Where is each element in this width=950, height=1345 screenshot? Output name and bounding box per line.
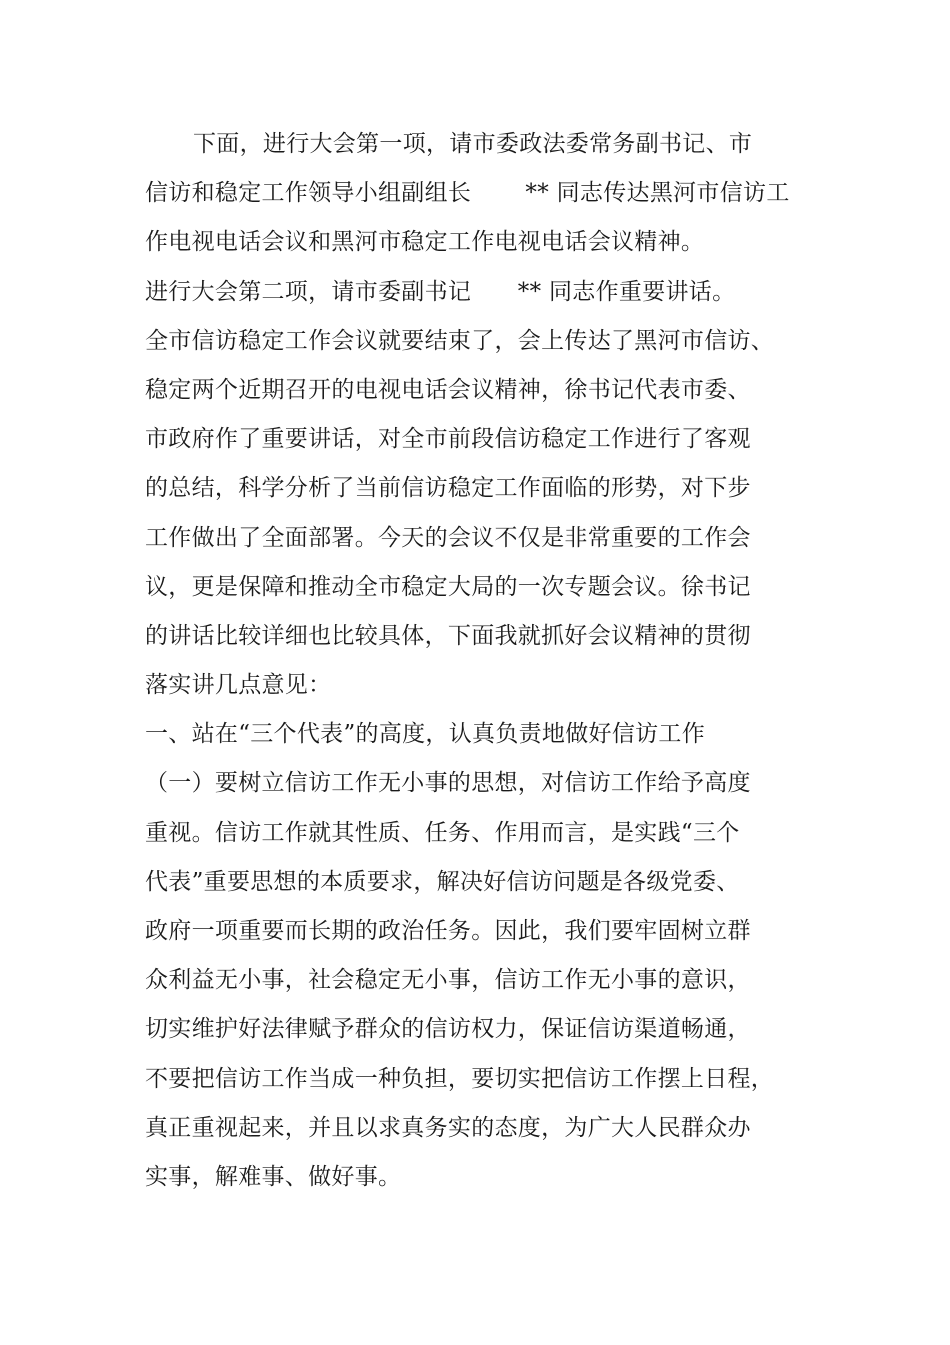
text-line: 工作做出了全面部署。今天的会议不仅是非常重要的工作会 [145, 524, 751, 551]
subsection-heading: （一）要树立信访工作无小事的思想，对信访工作给予高度 [145, 770, 751, 797]
text-line: 切实维护好法律赋予群众的信访权力，保证信访渠道畅通， [145, 1016, 751, 1043]
text-line: 代表”重要思想的本质要求，解决好信访问题是各级党委、 [145, 868, 740, 895]
text-line: 稳定两个近期召开的电视电话会议精神，徐书记代表市委、 [145, 376, 751, 403]
text-line: 信访和稳定工作领导小组副组长 ** 同志传达黑河市信访工 [145, 180, 790, 207]
text-line: 全市信访稳定工作会议就要结束了，会上传达了黑河市信访、 [145, 327, 775, 354]
text-line: 实事，解难事、做好事。 [145, 1163, 402, 1190]
text-line: 重视。信访工作就其性质、任务、作用而言，是实践“三个 [145, 819, 740, 846]
text-line: 不要把信访工作当成一种负担，要切实把信访工作摆上日程， [145, 1065, 775, 1092]
text-line: 的总结，科学分析了当前信访稳定工作面临的形势，对下步 [145, 475, 751, 502]
text-line: 作电视电话会议和黑河市稳定工作电视电话会议精神。 [145, 229, 705, 256]
text-line: 的讲话比较详细也比较具体，下面我就抓好会议精神的贯彻 [145, 622, 751, 649]
section-heading: 一、站在“三个代表”的高度，认真负责地做好信访工作 [145, 721, 706, 748]
text-line: 市政府作了重要讲话，对全市前段信访稳定工作进行了客观 [145, 426, 751, 453]
text-line: 真正重视起来，并且以求真务实的态度，为广大人民群众办 [145, 1114, 751, 1141]
document-body [145, 120, 790, 1202]
text-line: 议，更是保障和推动全市稳定大局的一次专题会议。徐书记 [145, 573, 751, 600]
text-line: 落实讲几点意见： [145, 672, 332, 699]
text-line: 进行大会第二项，请市委副书记 ** 同志作重要讲话。 [145, 278, 736, 305]
text-line: 众利益无小事，社会稳定无小事，信访工作无小事的意识， [145, 967, 751, 994]
text-line: 下面，进行大会第一项，请市委政法委常务副书记、市 [193, 131, 753, 157]
text-line: 政府一项重要而长期的政治任务。因此，我们要牢固树立群 [145, 918, 751, 944]
